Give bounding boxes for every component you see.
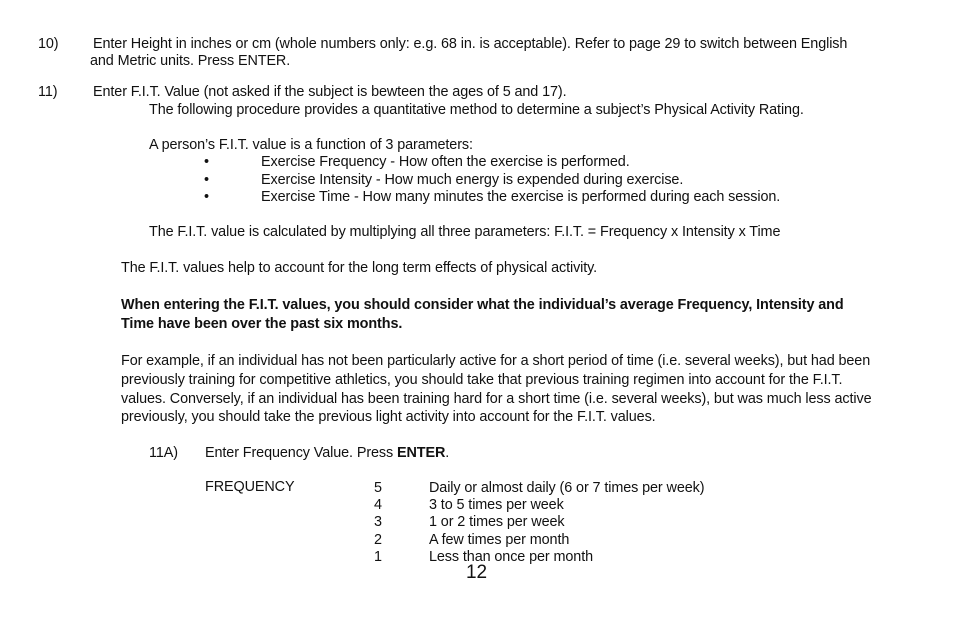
bullet-icon: • [204,154,209,170]
instruction-end: . [445,445,450,461]
enter-key-label: ENTER [397,445,446,461]
instruction-text: Enter Frequency Value. Press [205,445,397,461]
bold-note-line-2: Time have been over the past six months. [121,316,403,332]
frequency-value-2: 2 [374,532,382,548]
frequency-desc-4: 3 to 5 times per week [429,497,564,513]
item-11-heading: Enter F.I.T. Value (not asked if the subject is bewteen the ages of 5 and 17). [93,84,567,100]
item-10-line-1: Enter Height in inches or cm (whole numbers only: e.g. 68 in. is acceptable). Refer to page 29 to switch between English [93,36,848,52]
frequency-value-5: 5 [374,480,382,496]
frequency-value-1: 1 [374,549,382,565]
page-number: 12 [466,562,487,583]
calculation-text: The F.I.T. value is calculated by multiplying all three parameters: F.I.T. = Frequency x Intensity x Time [149,224,781,240]
bullet-frequency: Exercise Frequency - How often the exercise is performed. [261,154,630,170]
item-11-number: 11) [38,84,58,100]
parameters-intro: A person’s F.I.T. value is a function of 3 parameters: [149,137,473,153]
item-11a-number: 11A) [149,445,178,461]
frequency-label: FREQUENCY [205,479,295,495]
item-10-number: 10) [38,36,59,52]
bold-note-line-1: When entering the F.I.T. values, you should consider what the individual’s average Frequency, Intensity and [121,297,844,313]
long-term-text: The F.I.T. values help to account for the long term effects of physical activity. [121,260,598,276]
frequency-desc-3: 1 or 2 times per week [429,514,565,530]
frequency-desc-2: A few times per month [429,532,570,548]
bullet-icon: • [204,172,209,188]
frequency-desc-5: Daily or almost daily (6 or 7 times per week) [429,480,705,496]
example-line-3: values. Conversely, if an individual has been training hard for a short time (i.e. several weeks), but was much less active [121,391,872,407]
frequency-desc-1: Less than once per month [429,549,593,565]
item-11a-instruction [205,444,449,462]
frequency-value-3: 3 [374,514,382,530]
bullet-time: Exercise Time - How many minutes the exercise is performed during each session. [261,189,781,205]
item-10-line-2: and Metric units. Press ENTER. [90,53,291,69]
bullet-icon: • [204,189,209,205]
frequency-value-4: 4 [374,497,382,513]
procedure-text: The following procedure provides a quantitative method to determine a subject’s Physical Activity Rating. [149,102,804,118]
bullet-intensity: Exercise Intensity - How much energy is expended during exercise. [261,172,684,188]
example-line-4: previously, you should take the previous light activity into account for the F.I.T. values. [121,409,656,425]
example-line-1: For example, if an individual has not been particularly active for a short period of time (i.e. several weeks), but had been [121,353,871,369]
example-line-2: previously training for competitive athletics, you should take that previous training regimen into account for the F.I.T. [121,372,843,388]
